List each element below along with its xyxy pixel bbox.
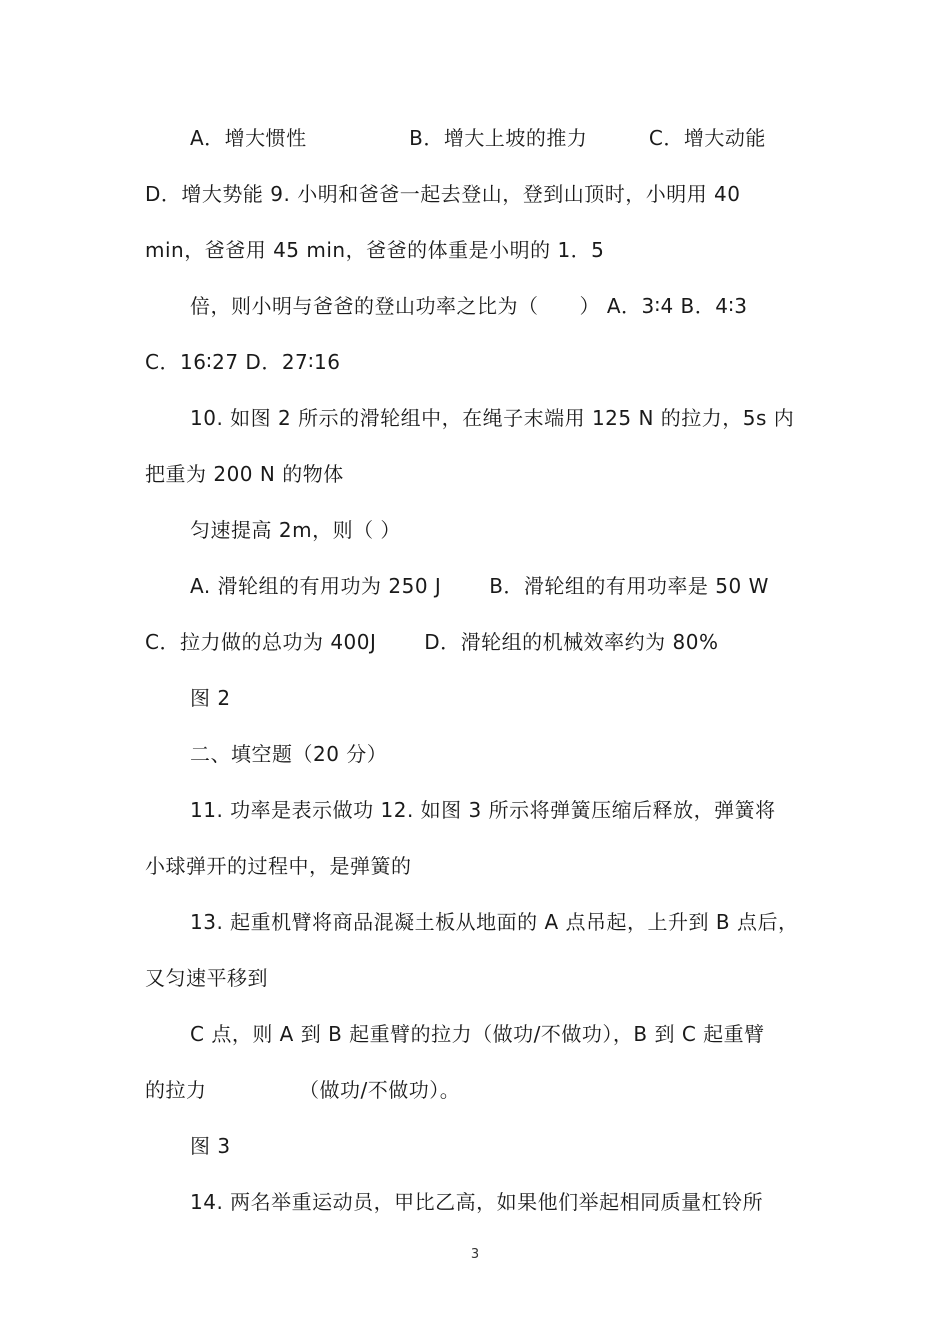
page-number: 3 [470,1247,480,1262]
figure-2-caption: 图 2 [190,686,231,710]
question-11-12-line-1: 11. 功率是表示做功 12. 如图 3 所示将弹簧压缩后释放，弹簧将 [190,798,776,822]
question-9-line-3: 倍，则小明与爸爸的登山功率之比为（ ） A．3∶4 B．4∶3 [190,294,748,318]
question-10-line-1: 10. 如图 2 所示的滑轮组中，在绳子末端用 125 N 的拉力，5s 内 [190,406,795,430]
question-9-line-1: D．增大势能 9. 小明和爸爸一起去登山，登到山顶时，小明用 40 [145,182,741,206]
question-10-line-3: 匀速提高 2m，则（ ） [190,518,401,542]
section-heading-fill-in: 二、填空题（20 分） [190,742,388,766]
question-9-options: C．16∶27 D．27∶16 [145,350,341,374]
question-12-line-2: 小球弹开的过程中，是弹簧的 [145,854,412,878]
question-10-options-ab: A. 滑轮组的有用功为 250 J B．滑轮组的有用功率是 50 W [190,574,769,598]
question-14-line-1: 14. 两名举重运动员，甲比乙高，如果他们举起相同质量杠铃所 [190,1190,764,1214]
question-10-line-2: 把重为 200 N 的物体 [145,462,344,486]
question-13-line-3: C 点，则 A 到 B 起重臂的拉力（做功/不做功），B 到 C 起重臂 [190,1022,765,1046]
question-13-line-4: 的拉力 （做功/不做功）。 [145,1078,461,1102]
question-9-line-2: min，爸爸用 45 min，爸爸的体重是小明的 1．5 [145,238,605,262]
option-line-q8: A．增大惯性 B．增大上坡的推力 C．增大动能 [190,126,766,150]
question-13-line-2: 又匀速平移到 [145,966,268,990]
question-13-line-1: 13. 起重机臂将商品混凝土板从地面的 A 点吊起，上升到 B 点后， [190,910,799,934]
question-10-options-cd: C．拉力做的总功为 400J D．滑轮组的机械效率约为 80% [145,630,719,654]
figure-3-caption: 图 3 [190,1134,231,1158]
